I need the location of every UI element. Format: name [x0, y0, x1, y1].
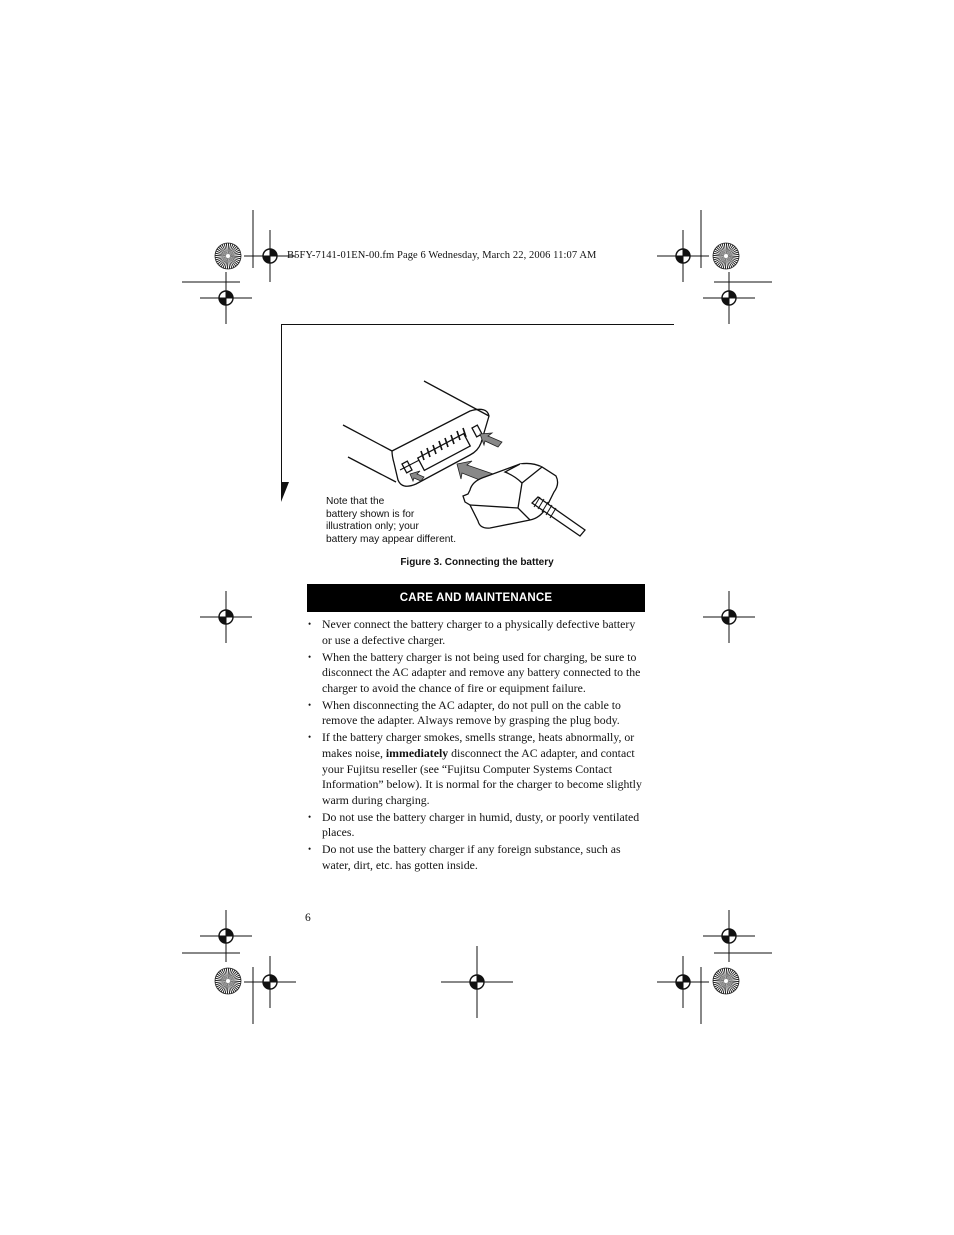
header-rule [281, 324, 674, 325]
page-number: 6 [305, 912, 311, 924]
section-heading: CARE AND MAINTENANCE [307, 584, 645, 612]
list-item: • When disconnecting the AC adapter, do not pull on the cable to remove the adapter. Always remove by grasping the plug body. [307, 698, 647, 729]
list-item: • Never connect the battery charger to a physically defective battery or use a defective charger. [307, 617, 647, 648]
figure-note [326, 496, 486, 546]
starburst-center [724, 979, 728, 983]
note-line: illustration only; your [326, 521, 419, 533]
list-item: • If the battery charger smokes, smells strange, heats abnormally, or makes noise, immediately disconnect the AC adapter, and contact your Fujitsu reseller (see “Fujitsu Computer Systems Contact Information” below). It is normal for the charger to become slightly warm during charging. [307, 730, 647, 808]
margin-rule [281, 324, 282, 482]
print-slug: B5FY-7141-01EN-00.fm Page 6 Wednesday, March 22, 2006 11:07 AM [287, 250, 597, 261]
starburst-center [226, 979, 230, 983]
figure-caption: Figure 3. Connecting the battery [400, 557, 554, 568]
note-line: battery may appear different. [326, 533, 457, 545]
thumb-tab-marker [281, 482, 289, 502]
list-item: • When the battery charger is not being used for charging, be sure to disconnect the AC adapter and remove any battery connected to the charger to avoid the chance of fire or equipment failure. [307, 650, 647, 697]
list-item: • Do not use the battery charger if any foreign substance, such as water, dirt, etc. has gotten inside. [307, 842, 647, 873]
care-list [307, 617, 647, 875]
list-item: • Do not use the battery charger in humid, dusty, or poorly ventilated places. [307, 810, 647, 841]
note-line: Note that the [326, 496, 385, 507]
note-line: battery shown is for [326, 508, 415, 520]
starburst-center [724, 254, 728, 258]
starburst-center [226, 254, 230, 258]
